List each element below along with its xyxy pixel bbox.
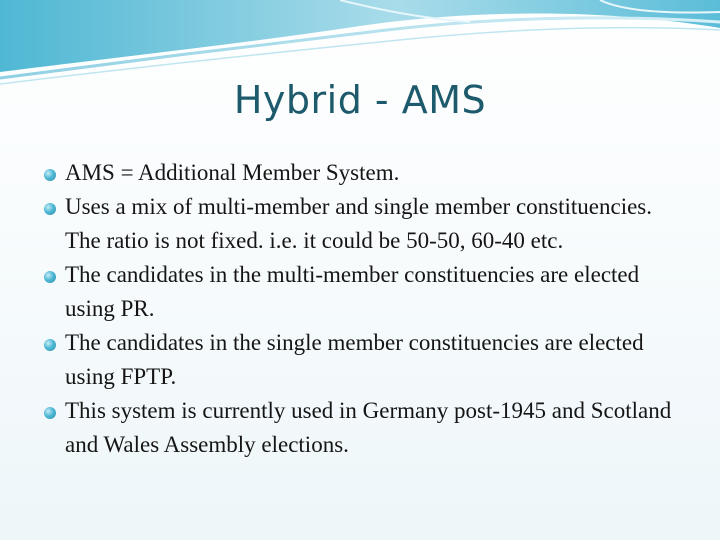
bullet-text: This system is currently used in Germany post-1945 and Scotland and Wales Assembly elections. — [65, 398, 672, 457]
bullet-dot-icon — [44, 169, 56, 181]
bullet-text: AMS = Additional Member System. — [65, 160, 400, 185]
bullet-item — [44, 394, 684, 462]
bullet-list — [44, 156, 684, 462]
bullet-dot-icon — [44, 271, 56, 283]
bullet-text: Uses a mix of multi-member and single member constituencies. The ratio is not fixed. i.e. it could be 50-50, 60-40 etc. — [65, 194, 652, 253]
bullet-item — [44, 190, 684, 258]
bullet-dot-icon — [44, 203, 56, 215]
bullet-item — [44, 326, 684, 394]
bullet-dot-icon — [44, 407, 56, 419]
bullet-text: The candidates in the multi-member constituencies are elected using PR. — [65, 262, 640, 321]
bullet-item — [44, 258, 684, 326]
bullet-text: The candidates in the single member constituencies are elected using FPTP. — [65, 330, 644, 389]
bullet-item — [44, 156, 684, 190]
slide-title: Hybrid - AMS — [233, 78, 487, 122]
bullet-dot-icon — [44, 339, 56, 351]
